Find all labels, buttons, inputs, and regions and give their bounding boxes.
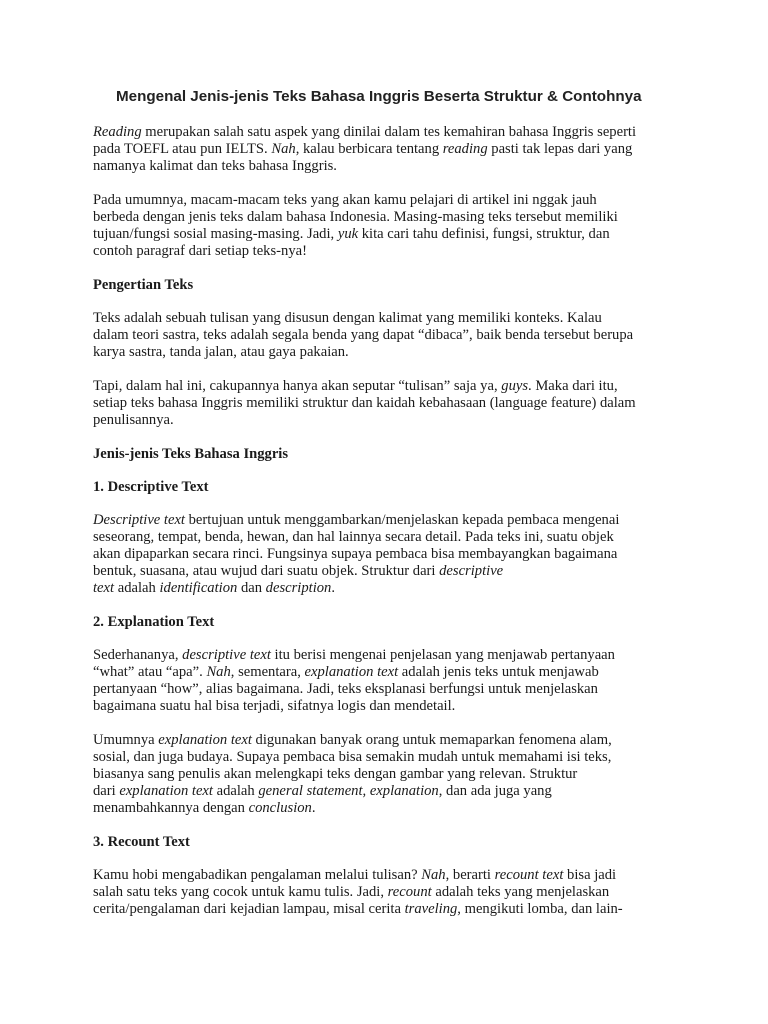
- text-run: dan: [237, 580, 266, 596]
- text-line: setiap teks bahasa Inggris memiliki struktur dan kaidah kebahasaan (language feature) dalam: [93, 395, 636, 411]
- text-run: bentuk, suasana, atau wujud dari suatu objek. Struktur dari: [93, 563, 440, 579]
- text-run: pasti tak lepas dari yang: [487, 141, 633, 157]
- italic-term: explanation text: [304, 664, 399, 680]
- pengertian-paragraph-2: [93, 378, 673, 429]
- text-line: [93, 664, 673, 681]
- text-run: .: [331, 580, 335, 596]
- text-run: Tapi, dalam hal ini, cakupannya hanya akan seputar “tulisan” saja ya,: [93, 378, 502, 394]
- italic-term: text: [93, 580, 115, 596]
- text-run: bisa jadi: [563, 867, 617, 883]
- italic-term: descriptive text: [182, 647, 271, 663]
- text-line: [93, 124, 673, 141]
- text-run: adalah jenis teks untuk menjawab: [398, 664, 599, 680]
- text-line: [93, 563, 673, 580]
- italic-term: Nah: [421, 867, 446, 883]
- text-line: sosial, dan juga budaya. Supaya pembaca bisa semakin mudah untuk memahami isi teks,: [93, 749, 612, 765]
- italic-term: description: [265, 580, 332, 596]
- italic-term: explanation text: [158, 732, 252, 748]
- text-run: Umumnya: [93, 732, 159, 748]
- text-line: [93, 512, 673, 529]
- text-line: [93, 901, 673, 918]
- text-line: [93, 378, 673, 395]
- text-line: seseorang, tempat, benda, hewan, dan hal lainnya secara detail. Pada teks ini, suatu objek: [93, 529, 614, 545]
- text-run: , mengikuti lomba, dan lain-: [457, 901, 623, 917]
- text-line: pertanyaan “how”, alias bagaimana. Jadi, teks eksplanasi berfungsi untuk menjelaskan: [93, 681, 598, 697]
- text-run: menambahkannya dengan: [93, 800, 249, 816]
- italic-term: descriptive: [439, 563, 504, 579]
- text-run: itu berisi mengenai penjelasan yang menjawab pertanyaan: [270, 647, 615, 663]
- text-line: [93, 884, 673, 901]
- text-run: tujuan/fungsi sosial masing-masing. Jadi,: [93, 226, 338, 242]
- text-line: Teks adalah sebuah tulisan yang disusun dengan kalimat yang memiliki konteks. Kalau: [93, 310, 602, 326]
- text-line: [93, 226, 673, 243]
- text-run: “what” atau “apa”.: [93, 664, 207, 680]
- text-run: adalah: [212, 783, 259, 799]
- text-line: [93, 647, 673, 664]
- text-line: akan dipaparkan secara rinci. Fungsinya supaya pembaca bisa membayangkan bagaimana: [93, 546, 618, 562]
- text-line: [93, 783, 673, 800]
- section-heading-explanation: 2. Explanation Text: [93, 614, 215, 630]
- pengertian-paragraph-1: [93, 310, 673, 361]
- text-line: [93, 732, 673, 749]
- italic-term: recount: [387, 884, 432, 900]
- document-title: Mengenal Jenis-jenis Teks Bahasa Inggris Beserta Struktur & Contohnya: [116, 88, 642, 105]
- text-line: karya sastra, tanda jalan, atau gaya pakaian.: [93, 344, 349, 360]
- text-line: berbeda dengan jenis teks dalam bahasa Indonesia. Masing-masing teks tersebut memiliki: [93, 209, 618, 225]
- text-run: , dan ada juga yang: [438, 783, 552, 799]
- text-line: namanya kalimat dan teks bahasa Inggris.: [93, 158, 337, 174]
- text-run: pada TOEFL atau pun IELTS.: [93, 141, 272, 157]
- text-run: Kamu hobi mengabadikan pengalaman melalui tulisan?: [93, 867, 422, 883]
- italic-term: Descriptive text: [93, 512, 185, 528]
- italic-term: conclusion: [248, 800, 312, 816]
- italic-term: traveling: [404, 901, 458, 917]
- text-run: cerita/pengalaman dari kejadian lampau, misal cerita: [93, 901, 405, 917]
- section-heading-descriptive: 1. Descriptive Text: [93, 479, 209, 495]
- text-run: .: [311, 800, 316, 816]
- section-heading-jenis: Jenis-jenis Teks Bahasa Inggris: [93, 446, 289, 462]
- text-run: digunakan banyak orang untuk memaparkan fenomena alam,: [251, 732, 612, 748]
- text-run: Sederhananya,: [93, 647, 183, 663]
- italic-term: Nah: [271, 141, 296, 157]
- italic-term: yuk: [337, 226, 359, 242]
- explanation-paragraph-2: [93, 732, 673, 817]
- italic-term: recount text: [494, 867, 564, 883]
- text-run: . Maka dari itu,: [528, 378, 618, 394]
- italic-term: explanation text: [119, 783, 213, 799]
- text-run: , sementara,: [230, 664, 305, 680]
- text-line: [93, 580, 673, 597]
- text-run: salah satu teks yang cocok untuk kamu tulis. Jadi,: [93, 884, 388, 900]
- text-line: contoh paragraf dari setiap teks-nya!: [93, 243, 307, 259]
- italic-term: Reading: [93, 124, 142, 140]
- text-run: kita cari tahu definisi, fungsi, struktur, dan: [358, 226, 610, 242]
- text-line: Pada umumnya, macam-macam teks yang akan kamu pelajari di artikel ini nggak jauh: [93, 192, 597, 208]
- document-page: [93, 84, 673, 935]
- italic-term: reading: [442, 141, 488, 157]
- descriptive-paragraph: [93, 512, 673, 597]
- title-spacer: [93, 107, 673, 124]
- text-line: penulisannya.: [93, 412, 174, 428]
- text-line: [93, 800, 673, 817]
- text-run: , kalau berbicara tentang: [295, 141, 443, 157]
- explanation-paragraph-1: [93, 647, 673, 715]
- text-run: , berarti: [445, 867, 495, 883]
- text-run: merupakan salah satu aspek yang dinilai dalam tes kemahiran bahasa Inggris seperti: [141, 124, 637, 140]
- intro-paragraph-2: [93, 192, 673, 260]
- text-run: adalah teks yang menjelaskan: [431, 884, 610, 900]
- text-run: dari: [93, 783, 120, 799]
- italic-term: identification: [159, 580, 238, 596]
- italic-term: guys: [501, 378, 529, 394]
- text-line: bagaimana suatu hal bisa terjadi, sifatnya logis dan mendetail.: [93, 698, 456, 714]
- text-line: dalam teori sastra, teks adalah segala benda yang dapat “dibaca”, baik benda tersebut berupa: [93, 327, 634, 343]
- section-heading-pengertian: Pengertian Teks: [93, 277, 194, 293]
- intro-paragraph-1: [93, 124, 673, 175]
- italic-term: Nah: [206, 664, 231, 680]
- text-run: bertujuan untuk menggambarkan/menjelaskan kepada pembaca mengenai: [184, 512, 620, 528]
- text-line: [93, 141, 673, 158]
- section-heading-recount: 3. Recount Text: [93, 834, 190, 850]
- text-line: [93, 867, 673, 884]
- italic-term: general statement, explanation: [258, 783, 439, 799]
- text-line: biasanya sang penulis akan melengkapi teks dengan gambar yang relevan. Struktur: [93, 766, 578, 782]
- text-run: adalah: [114, 580, 160, 596]
- recount-paragraph: [93, 867, 673, 918]
